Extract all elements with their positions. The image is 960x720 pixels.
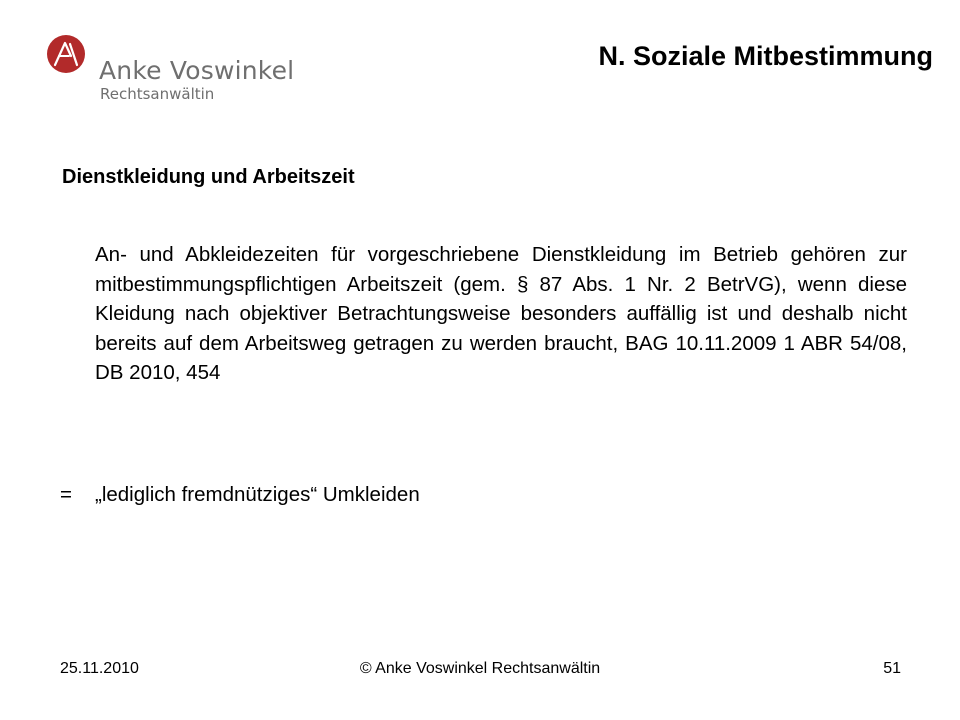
logo-mark-icon <box>46 34 86 74</box>
footer-copyright: © Anke Voswinkel Rechtsanwältin <box>359 660 601 677</box>
conclusion-text: „lediglich fremdnütziges“ Umkleiden <box>95 483 420 506</box>
logo-name: Anke Voswinkel <box>99 56 295 85</box>
body-paragraph: An- und Abkleidezeiten für vorgeschriebene Dienstkleidung im Betrieb gehören zur mitbestimmungspflichtigen Arbeitszeit (gem. § 87 Abs. 1 Nr. 2 BetrVG), wenn diese Kleidung nach objektiver Betrachtungsweise besonders auffällig ist und deshalb nicht bereits auf dem Arbeitsweg getragen zu werden braucht, BAG 10.11.2009 1 ABR 54/08, DB 2010, 454 <box>95 243 907 384</box>
section-heading: Dienstkleidung und Arbeitszeit <box>62 166 355 188</box>
logo <box>46 30 295 110</box>
page-title: N. Soziale Mitbestimmung <box>598 41 933 71</box>
logo-subtitle: Rechtsanwältin <box>100 85 215 103</box>
footer-page-number: 51 <box>883 660 901 677</box>
equals-sign: = <box>60 483 72 506</box>
footer-date: 25.11.2010 <box>60 660 139 677</box>
